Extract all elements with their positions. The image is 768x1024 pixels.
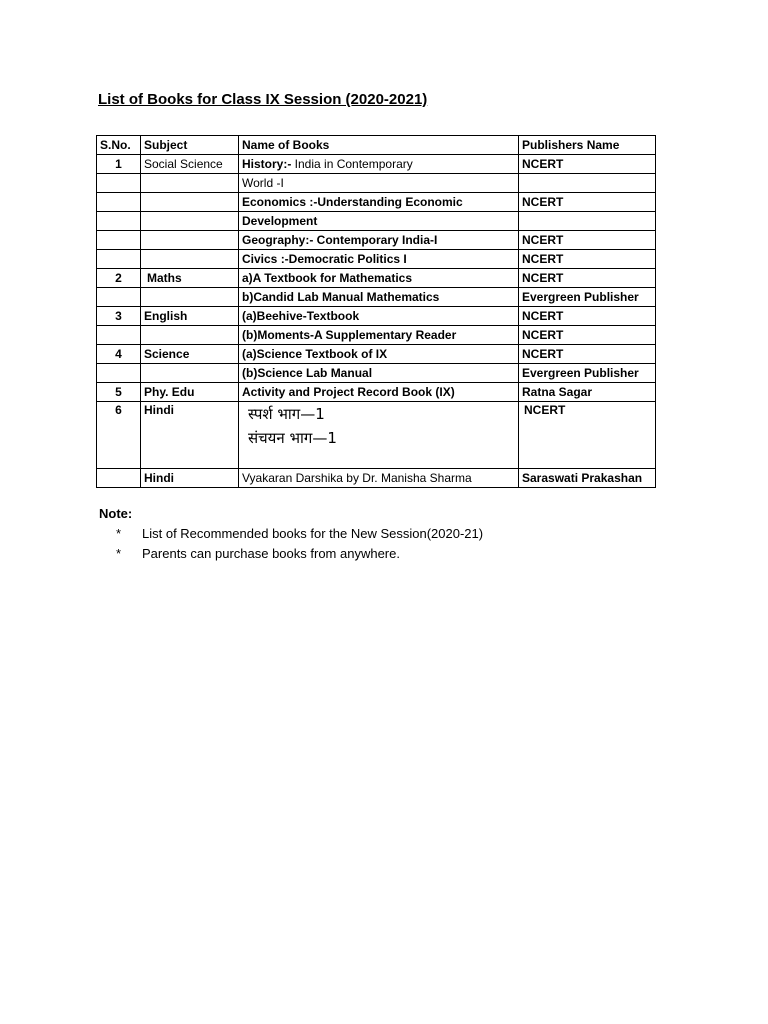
sno-cell <box>97 231 141 250</box>
publisher-cell: Evergreen Publisher <box>519 288 656 307</box>
sno-cell <box>97 174 141 193</box>
hindi-book-line: संचयन भाग—1 <box>248 429 337 447</box>
publisher-cell: NCERT <box>519 269 656 288</box>
subject-cell <box>141 364 239 383</box>
book-cell <box>239 402 519 469</box>
table-row <box>97 174 656 193</box>
table-row <box>97 402 656 469</box>
table-row <box>97 383 656 402</box>
subject-cell: Phy. Edu <box>141 383 239 402</box>
publisher-cell: Saraswati Prakashan <box>519 469 656 488</box>
table-row <box>97 231 656 250</box>
subject-cell: Social Science <box>141 155 239 174</box>
book-cell: Civics :-Democratic Politics I <box>239 250 519 269</box>
subject-cell <box>141 326 239 345</box>
subject-cell <box>141 193 239 212</box>
note-item <box>116 546 400 561</box>
note-item <box>116 526 483 541</box>
subject-cell: Science <box>141 345 239 364</box>
sno-cell: 2 <box>97 269 141 288</box>
publisher-cell: NCERT <box>519 326 656 345</box>
sno-cell: 6 <box>97 402 141 469</box>
subject-cell: Maths <box>141 269 239 288</box>
book-cell: b)Candid Lab Manual Mathematics <box>239 288 519 307</box>
subject-cell: English <box>141 307 239 326</box>
sno-cell: 3 <box>97 307 141 326</box>
publisher-cell <box>519 212 656 231</box>
book-cell: Economics :-Understanding Economic <box>239 193 519 212</box>
table-row <box>97 364 656 383</box>
book-cell: (a)Science Textbook of IX <box>239 345 519 364</box>
sno-cell <box>97 469 141 488</box>
publisher-cell: Ratna Sagar <box>519 383 656 402</box>
note-text: List of Recommended books for the New Session(2020-21) <box>142 526 484 541</box>
header-sno: S.No. <box>97 136 141 155</box>
hindi-book-line: स्पर्श भाग—1 <box>248 405 325 423</box>
book-cell: (a)Beehive-Textbook <box>239 307 519 326</box>
table-row <box>97 212 656 231</box>
sno-cell <box>97 326 141 345</box>
sno-cell <box>97 364 141 383</box>
publisher-cell: NCERT <box>519 193 656 212</box>
table-row <box>97 250 656 269</box>
note-label: Note: <box>99 506 133 521</box>
sno-cell <box>97 212 141 231</box>
publisher-cell: NCERT <box>519 155 656 174</box>
publisher-cell <box>519 174 656 193</box>
subject-cell: Hindi <box>141 469 239 488</box>
sno-cell: 1 <box>97 155 141 174</box>
subject-cell: Hindi <box>141 402 239 469</box>
table-row <box>97 469 656 488</box>
header-subject: Subject <box>141 136 239 155</box>
book-cell: Geography:- Contemporary India-I <box>239 231 519 250</box>
sno-cell: 5 <box>97 383 141 402</box>
sno-cell <box>97 250 141 269</box>
sno-cell: 4 <box>97 345 141 364</box>
bullet-star: * <box>116 546 122 561</box>
bullet-star: * <box>116 526 122 541</box>
sno-cell <box>97 288 141 307</box>
books-table <box>96 135 656 488</box>
table-row <box>97 155 656 174</box>
header-book-name: Name of Books <box>239 136 519 155</box>
table-row <box>97 307 656 326</box>
book-cell: Development <box>239 212 519 231</box>
publisher-cell: NCERT <box>519 250 656 269</box>
publisher-cell: Evergreen Publisher <box>519 364 656 383</box>
book-cell: Activity and Project Record Book (IX) <box>239 383 519 402</box>
book-cell: World -I <box>239 174 519 193</box>
publisher-cell: NCERT <box>519 402 656 469</box>
page-title: List of Books for Class IX Session (2020-2021) <box>98 91 428 108</box>
subject-cell <box>141 231 239 250</box>
sno-cell <box>97 193 141 212</box>
table-row <box>97 326 656 345</box>
book-cell: History:- India in Contemporary <box>239 155 519 174</box>
table-row <box>97 288 656 307</box>
table-header-row <box>97 136 656 155</box>
header-publisher: Publishers Name <box>519 136 656 155</box>
book-cell: (b)Moments-A Supplementary Reader <box>239 326 519 345</box>
subject-cell <box>141 250 239 269</box>
book-cell: Vyakaran Darshika by Dr. Manisha Sharma <box>239 469 519 488</box>
book-cell: a)A Textbook for Mathematics <box>239 269 519 288</box>
note-text: Parents can purchase books from anywhere. <box>142 546 400 561</box>
book-cell: (b)Science Lab Manual <box>239 364 519 383</box>
table-row <box>97 269 656 288</box>
publisher-cell: NCERT <box>519 231 656 250</box>
subject-cell <box>141 288 239 307</box>
table-row <box>97 345 656 364</box>
publisher-cell: NCERT <box>519 307 656 326</box>
table-row <box>97 193 656 212</box>
subject-cell <box>141 212 239 231</box>
publisher-cell: NCERT <box>519 345 656 364</box>
subject-cell <box>141 174 239 193</box>
